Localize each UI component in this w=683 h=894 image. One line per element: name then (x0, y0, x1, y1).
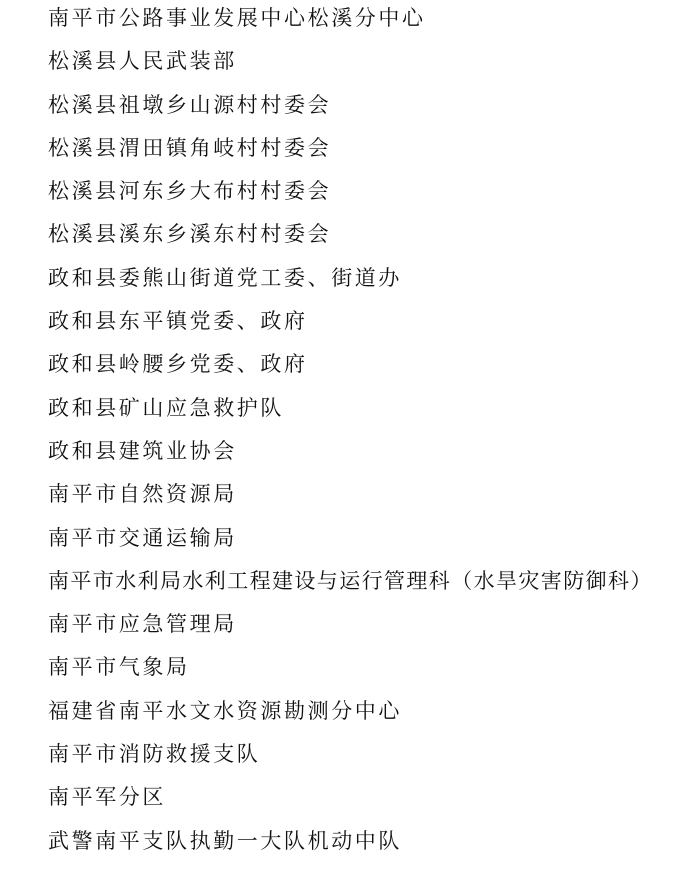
list-item: 政和县委熊山街道党工委、街道办 (48, 265, 402, 290)
list-item: 松溪县人民武装部 (48, 49, 237, 74)
list-item: 南平市交通运输局 (48, 525, 237, 550)
list-item: 松溪县河东乡大布村村委会 (48, 179, 332, 204)
list-item: 南平市公路事业发展中心松溪分中心 (48, 6, 426, 30)
list-item: 松溪县溪东乡溪东村村委会 (48, 222, 332, 247)
list-item: 南平军分区 (48, 785, 166, 810)
list-item: 松溪县渭田镇角岐村村委会 (48, 135, 332, 160)
list-item: 南平市应急管理局 (48, 612, 237, 637)
list-item: 政和县建筑业协会 (48, 438, 237, 463)
list-item: 南平市水利局水利工程建设与运行管理科（水旱灾害防御科） (48, 568, 653, 593)
list-item: 南平市消防救援支队 (48, 742, 261, 767)
list-item: 松溪县祖墩乡山源村村委会 (48, 92, 332, 117)
list-item: 政和县矿山应急救护队 (48, 395, 284, 420)
list-item: 政和县东平镇党委、政府 (48, 309, 308, 334)
list-item: 政和县岭腰乡党委、政府 (48, 352, 308, 377)
document-page (48, 0, 678, 866)
list-item: 武警南平支队执勤一大队机动中队 (48, 828, 402, 853)
list-item: 南平市自然资源局 (48, 482, 237, 507)
organization-list (48, 0, 678, 866)
list-item: 南平市气象局 (48, 655, 190, 680)
list-item: 福建省南平水文水资源勘测分中心 (48, 698, 402, 723)
